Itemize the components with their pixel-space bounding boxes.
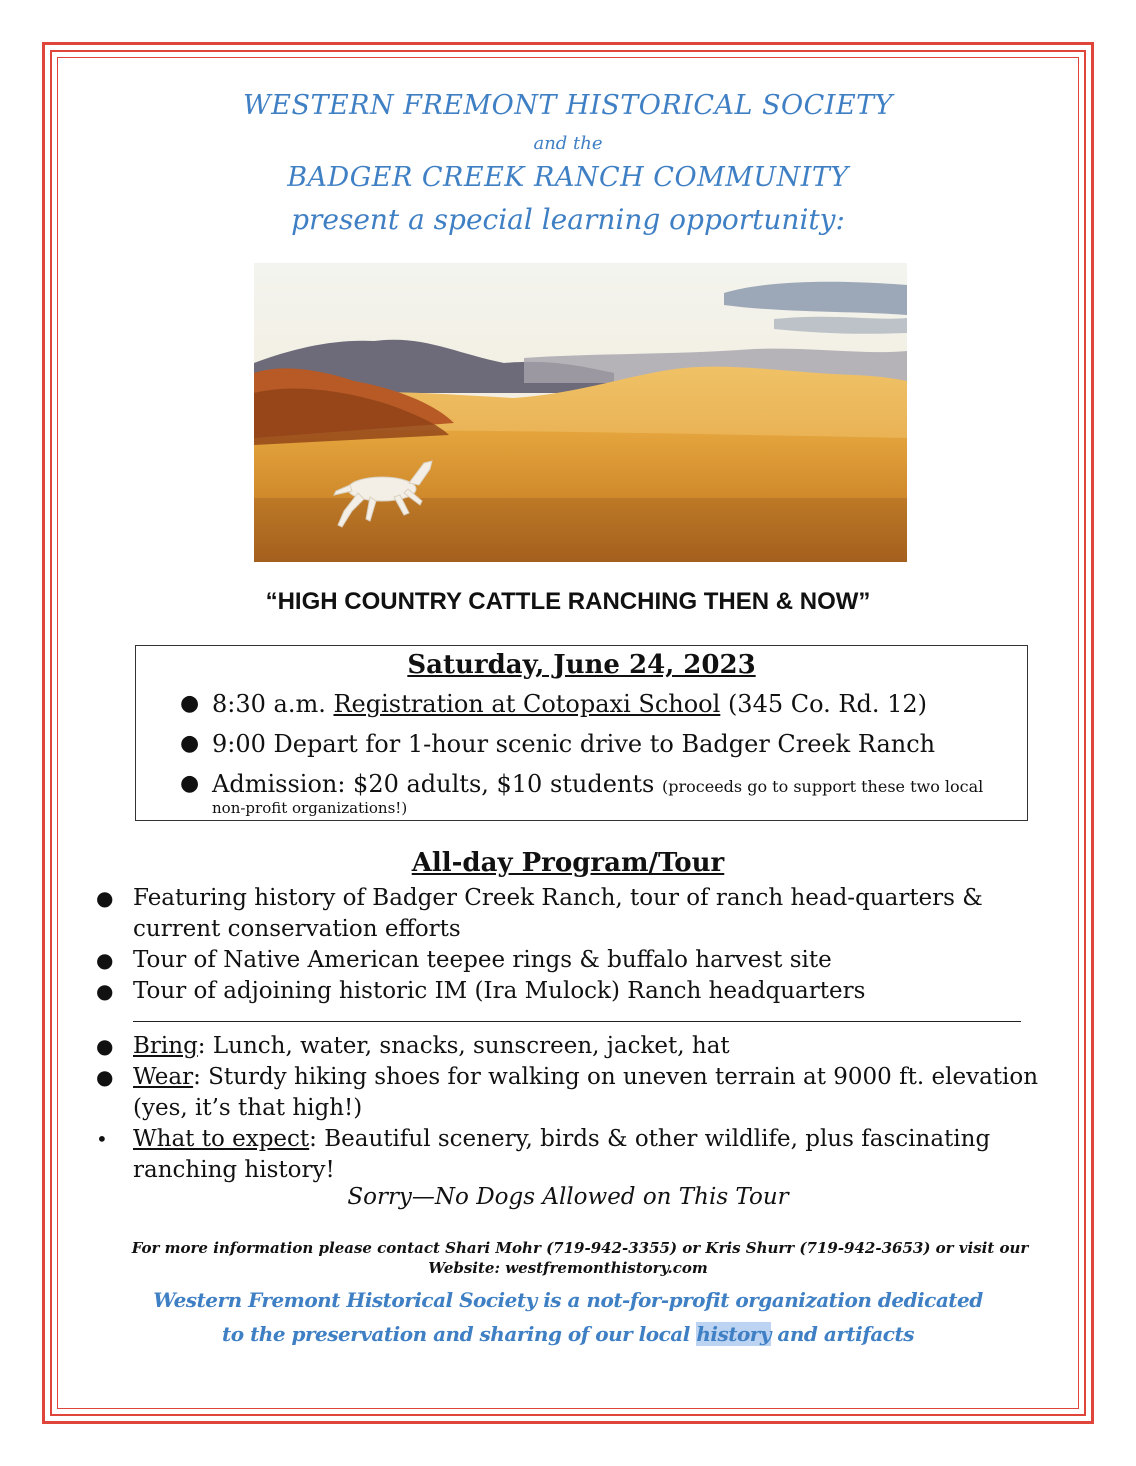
expect-label: What to expect	[133, 1126, 310, 1152]
footer-mission-line2	[0, 1322, 1136, 1346]
wear-text: : Sturdy hiking shoes for walking on uneven terrain at 9000 ft. elevation (yes, it’s that high!)	[133, 1064, 1039, 1121]
feature-text: Tour of Native American teepee rings & buffalo harvest site	[133, 947, 832, 973]
bullet-icon: ●	[96, 1065, 114, 1089]
bullet-icon: ●	[96, 948, 114, 972]
footer-text: to the preservation and sharing of our local	[222, 1322, 697, 1346]
registration-time: 8:30 a.m.	[212, 690, 334, 718]
bring-label: Bring	[133, 1033, 198, 1059]
divider	[133, 1021, 1021, 1022]
list-item	[96, 1031, 1056, 1062]
bullet-icon: ●	[180, 771, 200, 796]
bullet-icon: ●	[96, 886, 114, 910]
list-item	[96, 976, 1036, 1007]
expect-text: : Beautiful scenery, birds & other wildlife, plus fascinating ranching history!	[133, 1126, 991, 1183]
list-item	[180, 684, 983, 724]
contact-info: For more information please contact Shari Mohr (719-942-3355) or Kris Shurr (719-942-3653) or visit our	[131, 1239, 1029, 1257]
admission-info: Admission: $20 adults, $10 students	[212, 770, 662, 798]
admission-note-continued: non-profit organizations!)	[212, 799, 408, 817]
community-name: BADGER CREEK RANCH COMMUNITY	[287, 162, 849, 193]
no-dogs-notice: Sorry—No Dogs Allowed on This Tour	[347, 1184, 789, 1210]
society-name: WESTERN FREMONT HISTORICAL SOCIETY	[243, 90, 893, 121]
wear-label: Wear	[133, 1064, 194, 1090]
list-item	[96, 945, 1036, 976]
header-tagline: present a special learning opportunity:	[291, 203, 845, 236]
bullet-icon: ●	[180, 691, 200, 716]
event-details-list	[180, 684, 983, 807]
admission-note: (proceeds go to support these two local	[662, 777, 984, 796]
list-item	[96, 883, 1036, 945]
feature-text: Featuring history of Badger Creek Ranch, tour of ranch head-quarters & current conservation efforts	[133, 885, 983, 942]
bullet-icon: ●	[96, 979, 114, 1003]
footer-mission-line1: Western Fremont Historical Society is a not-for-profit organization dedicated	[153, 1288, 983, 1312]
bullet-icon: •	[96, 1127, 108, 1151]
feature-text: Tour of adjoining historic IM (Ira Mulock) Ranch headquarters	[133, 978, 866, 1004]
header-and-the: and the	[533, 133, 603, 154]
depart-info: 9:00 Depart for 1-hour scenic drive to Badger Creek Ranch	[212, 730, 936, 758]
highlighted-word: history	[696, 1322, 771, 1346]
bring-text: : Lunch, water, snacks, sunscreen, jacket, hat	[197, 1033, 730, 1059]
website-info: Website: westfremonthistory.com	[428, 1259, 708, 1277]
event-date: Saturday, June 24, 2023	[407, 650, 756, 680]
tour-title: “HIGH COUNTRY CATTLE RANCHING THEN & NOW”	[265, 588, 871, 615]
bullet-icon: ●	[180, 731, 200, 756]
program-title: All-day Program/Tour	[411, 848, 725, 878]
ranch-landscape-photo	[254, 263, 907, 562]
registration-address: (345 Co. Rd. 12)	[720, 690, 927, 718]
bullet-icon: ●	[96, 1034, 114, 1058]
footer-text-end: and artifacts	[770, 1322, 914, 1346]
list-item	[96, 1124, 1056, 1186]
registration-location: Registration at Cotopaxi School	[333, 690, 721, 718]
list-item	[180, 724, 983, 764]
list-item	[96, 1062, 1056, 1124]
event-details-box	[135, 645, 1028, 821]
program-features-list	[96, 883, 1036, 1007]
preparation-list	[96, 1031, 1056, 1186]
